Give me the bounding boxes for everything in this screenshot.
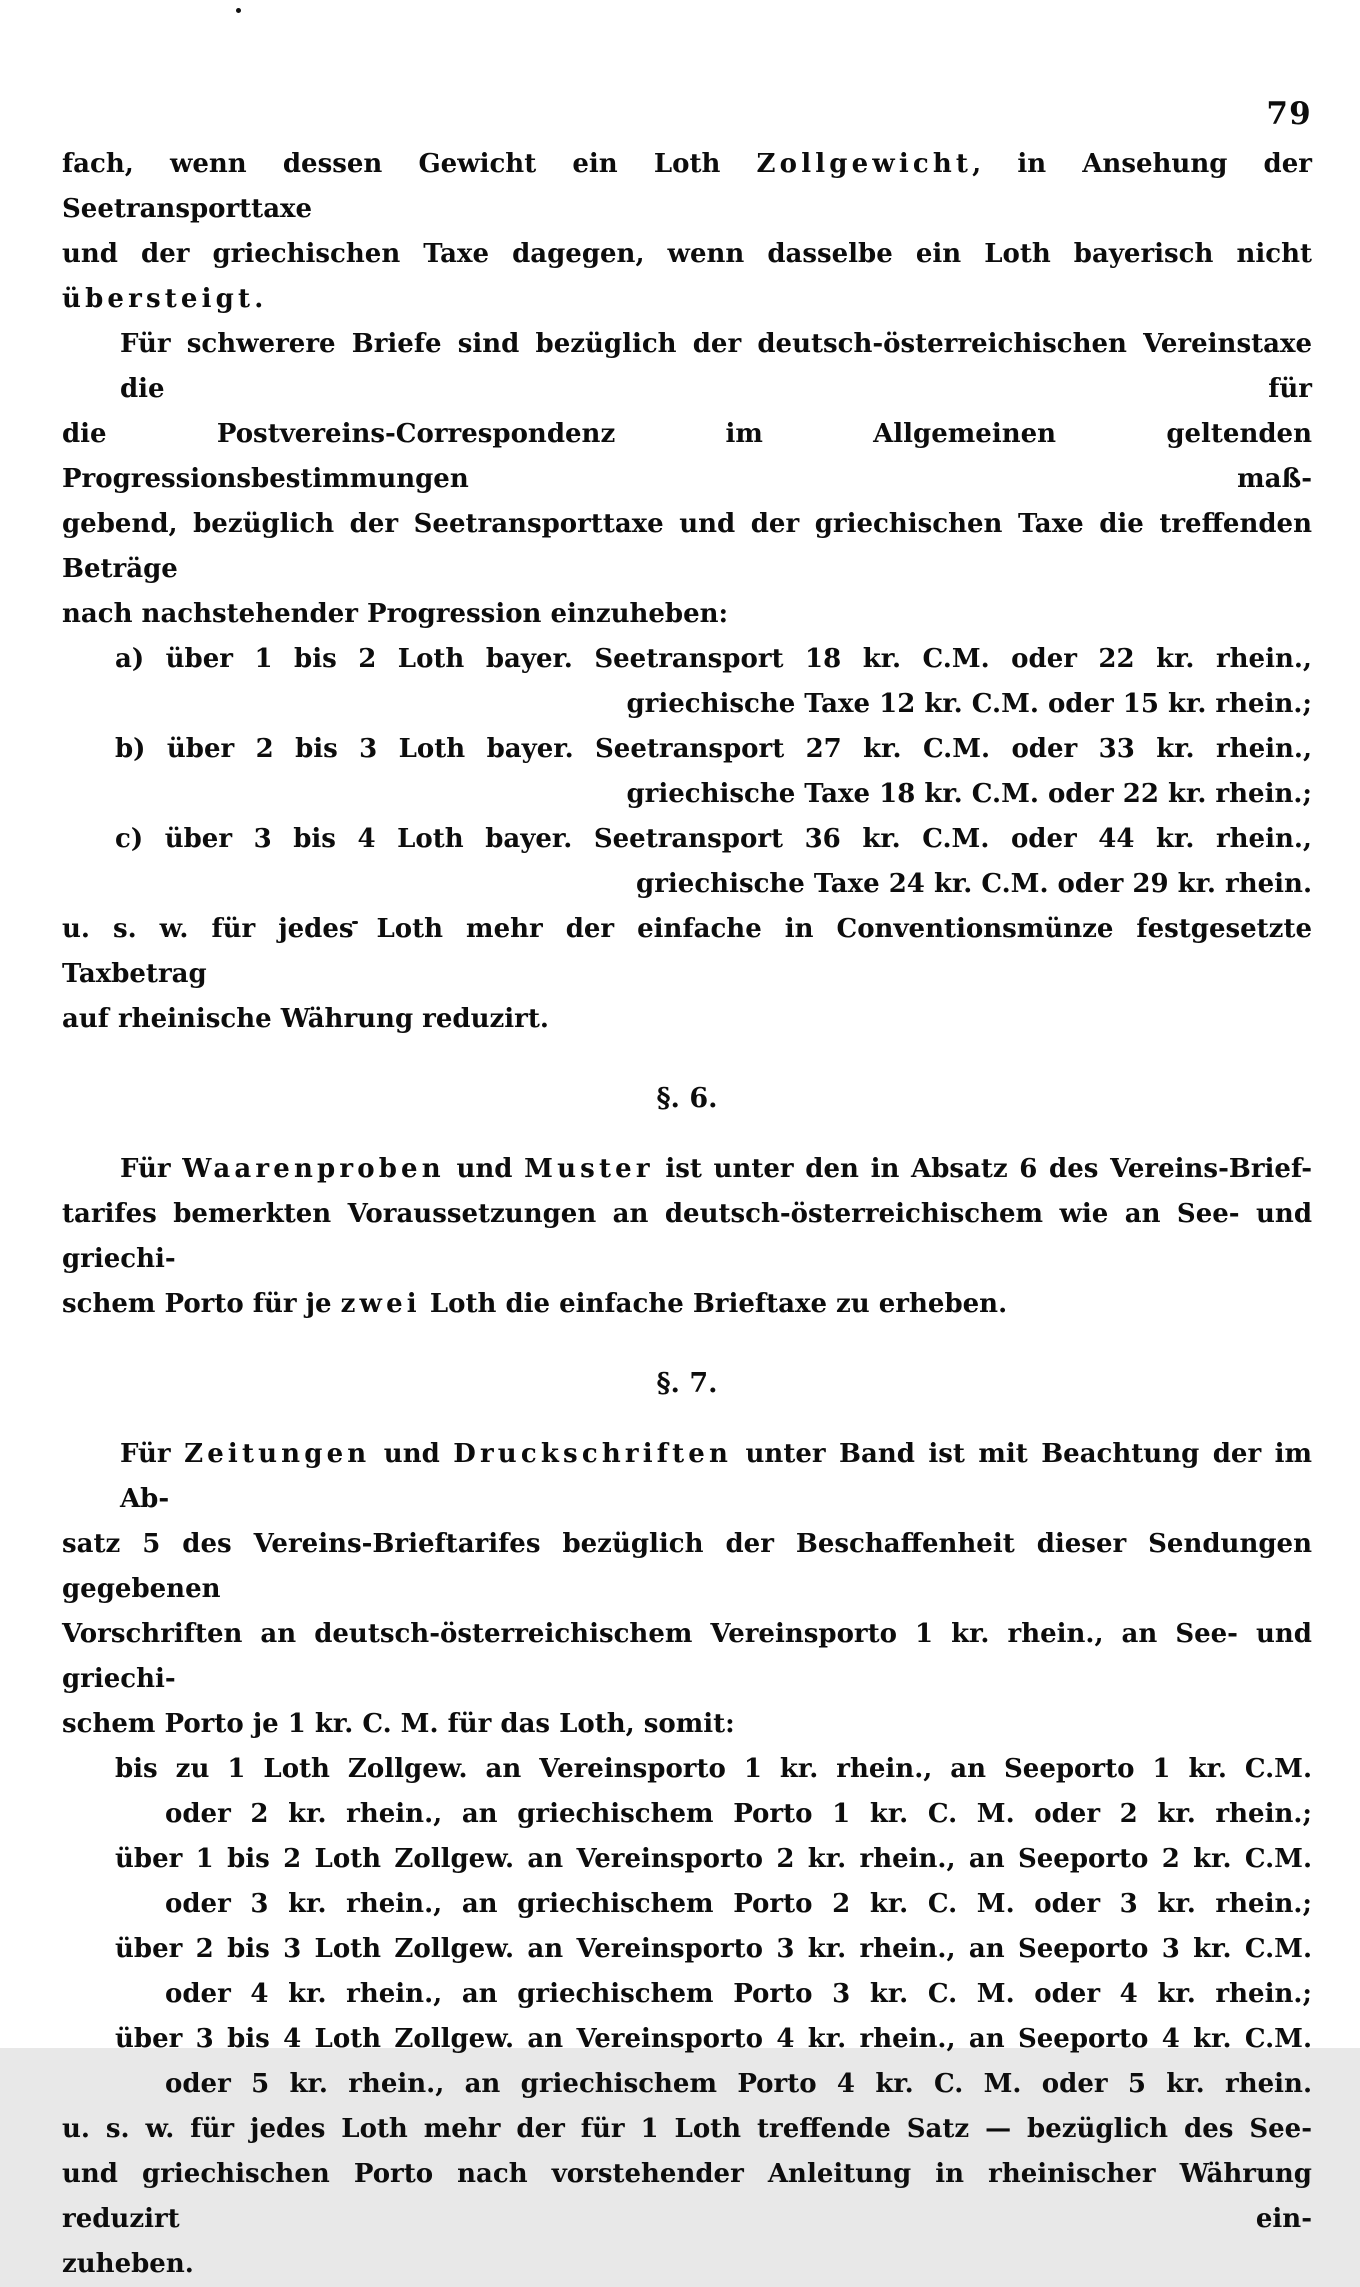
text-segment: c) über 3 bis 4 Loth bayer. Seetransport 36 kr. C.M. oder 44 kr. rhein., <box>115 824 1312 854</box>
tariff-item-c <box>62 817 1312 907</box>
page-number: 79 <box>1266 96 1312 132</box>
text-segment: oder 3 kr. rhein., an griechischem Porto 2 kr. C. M. oder 3 kr. rhein.; <box>165 1889 1312 1919</box>
text-segment: gebend, bezüglich der Seetransporttaxe und der griechischen Taxe die treffenden Beträge <box>62 509 1312 584</box>
text-segment: und <box>444 1154 525 1184</box>
text-segment: Für <box>120 1154 183 1184</box>
text-line <box>62 2062 1312 2107</box>
text-segment: griechische Taxe 18 kr. C.M. oder 22 kr. rhein.; <box>626 779 1312 809</box>
text-segment: Für <box>120 1439 185 1469</box>
rate-item-4 <box>62 2017 1312 2107</box>
text-segment: a) über 1 bis 2 Loth bayer. Seetransport 18 kr. C.M. oder 22 kr. rhein., <box>115 644 1312 674</box>
text-line <box>62 1927 1312 1972</box>
text-line <box>62 1282 1312 1327</box>
text-segment: zuheben. <box>62 2249 194 2279</box>
text-line <box>62 682 1312 727</box>
text-segment: fach, wenn dessen Gewicht ein Loth <box>62 149 757 179</box>
text-segment: Loth die einfache Brieftaxe zu erheben. <box>420 1289 1008 1319</box>
section-6-paragraph <box>62 1147 1312 1327</box>
text-segment: über 3 bis 4 Loth Zollgew. an Vereinsporto 4 kr. rhein., an Seeporto 4 kr. C.M. <box>115 2024 1312 2054</box>
text-line <box>62 1837 1312 1882</box>
text-line <box>62 727 1312 772</box>
text-blocks <box>62 142 1312 2287</box>
emphasized-word: zwei <box>340 1289 421 1319</box>
text-segment: schem Porto für je <box>62 1289 341 1319</box>
emphasized-word: Zollgewicht <box>756 149 973 179</box>
text-segment: u. s. w. für jedes Loth mehr der für 1 Loth treffende Satz — bezüglich des See- <box>62 2114 1312 2144</box>
text-line <box>62 1702 1312 1747</box>
text-segment: . <box>254 284 264 314</box>
text-line <box>62 997 1312 1042</box>
text-line <box>62 412 1312 502</box>
text-segment: satz 5 des Vereins-Brieftarifes bezüglich der Beschaffenheit dieser Sendungen gegebenen <box>62 1529 1312 1604</box>
text-segment: griechische Taxe 24 kr. C.M. oder 29 kr. rhein. <box>636 869 1312 899</box>
rate-item-1 <box>62 1747 1312 1837</box>
text-segment: unter Band ist mit Beachtung der im Ab- <box>120 1439 1312 1514</box>
text-segment: über 1 bis 2 Loth Zollgew. an Vereinsporto 2 kr. rhein., an Seeporto 2 kr. C.M. <box>115 1844 1312 1874</box>
intro-continuation-paragraph <box>62 142 1312 322</box>
text-segment: ist unter den in Absatz 6 des Vereins-Brief- <box>653 1154 1313 1184</box>
text-line <box>62 1972 1312 2017</box>
text-segment: Vorschriften an deutsch-österreichischem Vereinsporto 1 kr. rhein., an See- und griechi- <box>62 1619 1312 1694</box>
emphasized-word: übersteigt <box>62 284 255 314</box>
text-segment: u. s. w. für jedes Loth mehr der einfache in Conventionsmünze festgesetzte Taxbetrag <box>62 914 1312 989</box>
reduction-note-paragraph <box>62 907 1312 1042</box>
text-line <box>62 1147 1312 1192</box>
text-line <box>62 2242 1312 2287</box>
document-body <box>62 92 1312 2287</box>
text-segment: oder 5 kr. rhein., an griechischem Porto 4 kr. C. M. oder 5 kr. rhein. <box>165 2069 1312 2099</box>
text-segment: über 2 bis 3 Loth Zollgew. an Vereinsporto 3 kr. rhein., an Seeporto 3 kr. C.M. <box>115 1934 1312 1964</box>
tariff-item-b <box>62 727 1312 817</box>
text-line <box>62 772 1312 817</box>
text-segment: tarifes bemerkten Voraussetzungen an deutsch-österreichischem wie an See- und griechi- <box>62 1199 1312 1274</box>
text-line <box>62 907 1312 997</box>
section-7-paragraph <box>62 1432 1312 1747</box>
text-segment: griechische Taxe 12 kr. C.M. oder 15 kr. rhein.; <box>626 689 1312 719</box>
text-line <box>62 817 1312 862</box>
text-line <box>62 232 1312 322</box>
text-segment: auf rheinische Währung reduzirt. <box>62 1004 549 1034</box>
text-line <box>62 2107 1312 2152</box>
text-segment: und der griechischen Taxe dagegen, wenn dasselbe ein Loth bayerisch nicht <box>62 239 1312 269</box>
text-line <box>62 1522 1312 1612</box>
text-line <box>62 637 1312 682</box>
text-line <box>62 2152 1312 2242</box>
text-line <box>62 1792 1312 1837</box>
text-line <box>62 1747 1312 1792</box>
text-line <box>62 142 1312 232</box>
text-line <box>62 2017 1312 2062</box>
rate-item-3 <box>62 1927 1312 2017</box>
text-line <box>62 862 1312 907</box>
text-segment: Für schwerere Briefe sind bezüglich der deutsch-österreichischen Vereinstaxe die für <box>120 329 1312 404</box>
text-line <box>62 1882 1312 1927</box>
section-7-heading: §. 7. <box>656 1368 718 1399</box>
section-6-heading: §. 6. <box>656 1083 718 1114</box>
text-segment: oder 4 kr. rhein., an griechischem Porto 3 kr. C. M. oder 4 kr. rhein.; <box>165 1979 1312 2009</box>
text-segment: oder 2 kr. rhein., an griechischem Porto 1 kr. C. M. oder 2 kr. rhein.; <box>165 1799 1312 1829</box>
text-segment: schem Porto je 1 kr. C. M. für das Loth, somit: <box>62 1709 735 1739</box>
text-segment: und griechischen Porto nach vorstehender Anleitung in rheinischer Währung reduzirt ein- <box>62 2159 1312 2234</box>
text-segment: nach nachstehender Progression einzuheben: <box>62 599 729 629</box>
emphasized-word: Druckschriften <box>453 1439 733 1469</box>
text-line <box>62 1612 1312 1702</box>
ink-speck <box>236 8 241 13</box>
emphasized-word: Zeitungen <box>184 1439 371 1469</box>
text-segment: die Postvereins-Correspondenz im Allgemeinen geltenden Progressionsbestimmungen maß- <box>62 419 1312 494</box>
emphasized-word: Waarenproben <box>182 1154 445 1184</box>
text-line <box>62 1432 1312 1522</box>
text-segment: b) über 2 bis 3 Loth bayer. Seetransport 27 kr. C.M. oder 33 kr. rhein., <box>115 734 1312 764</box>
text-line <box>62 502 1312 592</box>
emphasized-word: Muster <box>524 1154 654 1184</box>
closing-paragraph <box>62 2107 1312 2287</box>
text-segment: und <box>370 1439 454 1469</box>
progression-paragraph <box>62 322 1312 637</box>
text-segment: bis zu 1 Loth Zollgew. an Vereinsporto 1 kr. rhein., an Seeporto 1 kr. C.M. <box>115 1754 1312 1784</box>
rate-item-2 <box>62 1837 1312 1927</box>
text-line <box>62 322 1312 412</box>
text-line <box>62 1192 1312 1282</box>
text-line <box>62 592 1312 637</box>
tariff-item-a <box>62 637 1312 727</box>
text-segment: , in Ansehung der Seetransporttaxe <box>62 149 1312 224</box>
